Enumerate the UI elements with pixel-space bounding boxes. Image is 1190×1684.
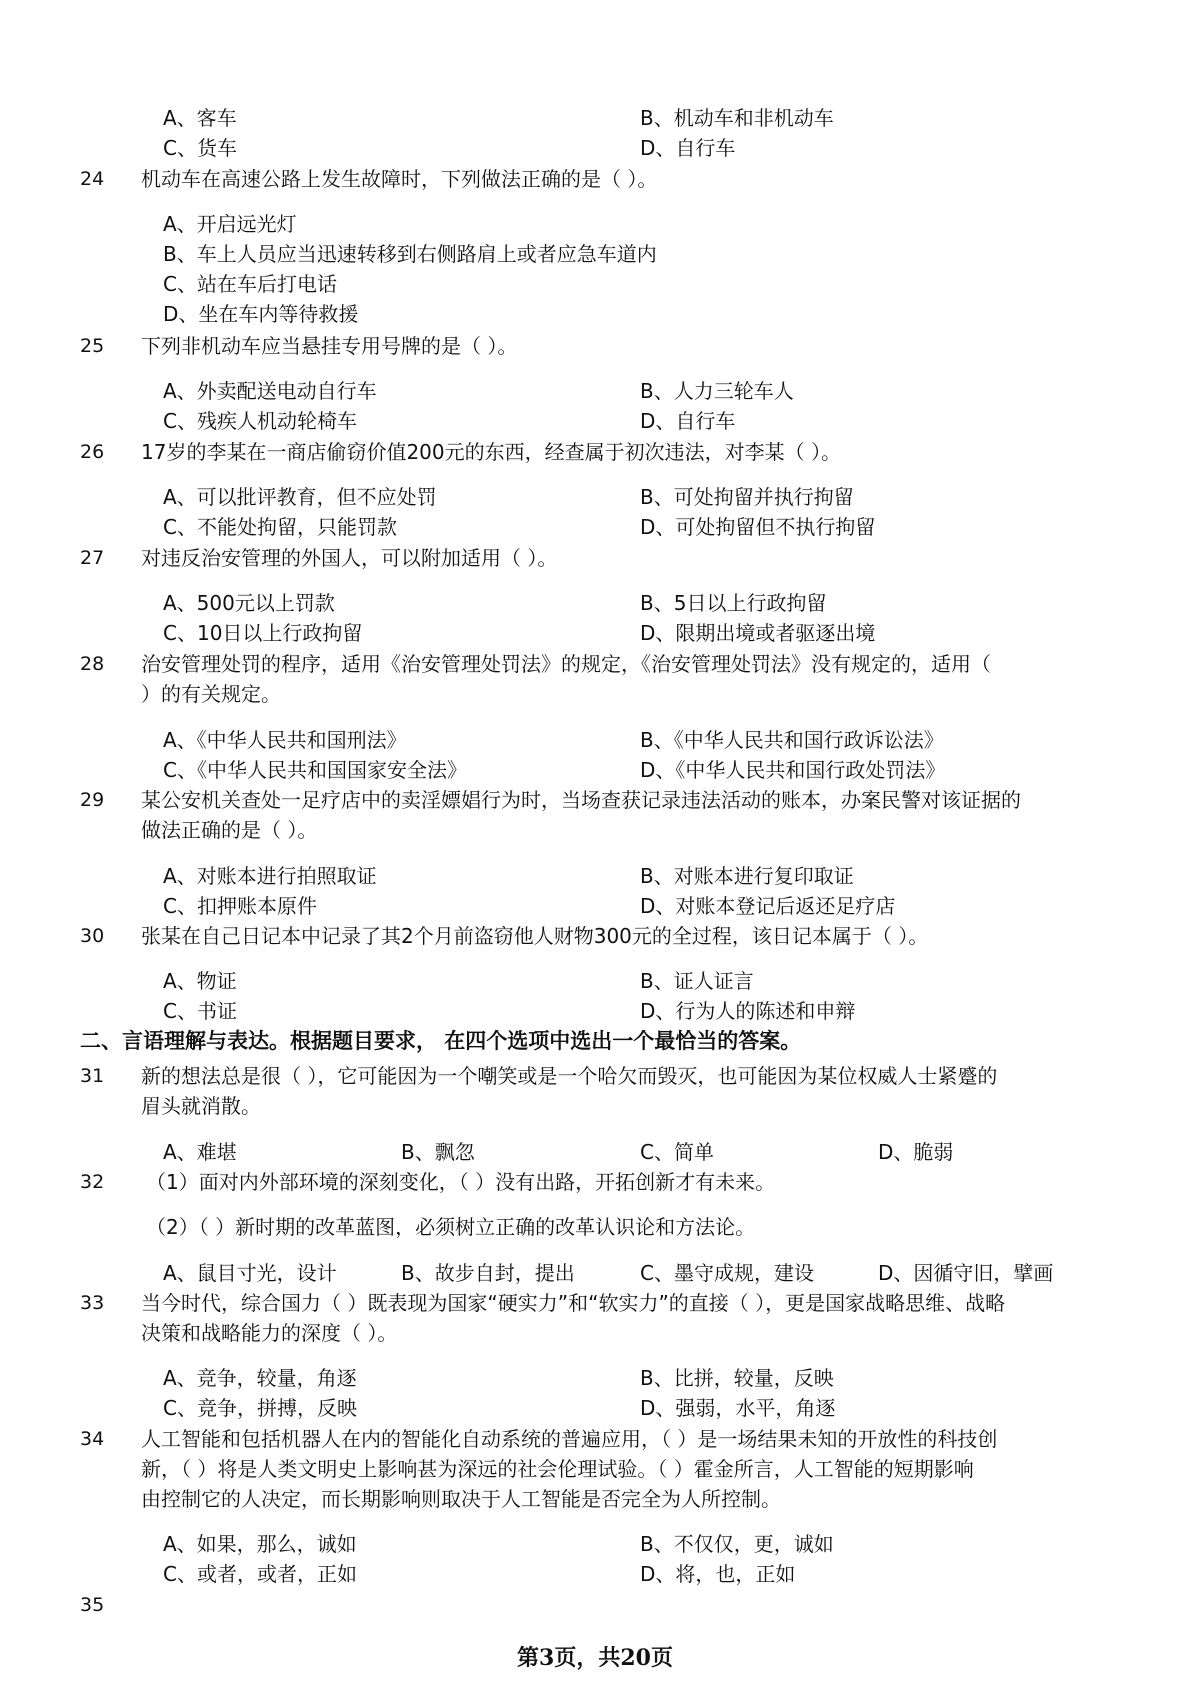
option-c: C、货车: [163, 136, 237, 160]
option-a: A、竞争，较量，角逐: [163, 1366, 357, 1390]
question-stem-line-3: 由控制它的人决定，而长期影响则取决于人工智能是否完全为人所控制。: [141, 1487, 781, 1511]
option-a: A、物证: [163, 969, 237, 993]
question-stem: 张某在自己日记本中记录了其2个月前盗窃他人财物300元的全过程，该日记本属于（ ）。: [141, 924, 929, 948]
question-stem-line-2: 决策和战略能力的深度（ ）。: [141, 1321, 398, 1345]
option-b: B、机动车和非机动车: [640, 106, 834, 130]
option-c: C、不能处拘留，只能罚款: [163, 515, 397, 539]
option-d: D、限期出境或者驱逐出境: [640, 621, 876, 645]
question-number: 25: [80, 335, 105, 357]
question-number: 31: [80, 1065, 105, 1087]
question-stem: 对违反治安管理的外国人，可以附加适用（ ）。: [141, 546, 558, 570]
option-c: C、书证: [163, 999, 237, 1023]
option-d: D、可处拘留但不执行拘留: [640, 515, 876, 539]
question-stem-line-1: （1）面对内外部环境的深刻变化，（ ）没有出路，开拓创新才有未来。: [146, 1170, 776, 1194]
option-b: B、对账本进行复印取证: [640, 864, 854, 888]
question-number: 29: [80, 789, 105, 811]
option-d: D、自行车: [640, 409, 736, 433]
option-b: B、5日以上行政拘留: [640, 591, 827, 615]
option-b: B、不仅仅，更，诚如: [640, 1532, 834, 1556]
question-stem-line-2: （2）（ ）新时期的改革蓝图，必须树立正确的改革认识论和方法论。: [146, 1215, 756, 1239]
option-c: C、10日以上行政拘留: [163, 621, 363, 645]
question-stem: 机动车在高速公路上发生故障时，下列做法正确的是（ ）。: [141, 167, 658, 191]
option-d: D、强弱，水平，角逐: [640, 1396, 836, 1420]
option-b: B、人力三轮车人: [640, 379, 794, 403]
option-d: D、将，也，正如: [640, 1562, 796, 1586]
option-c: C、残疾人机动轮椅车: [163, 409, 357, 433]
question-number: 28: [80, 653, 105, 675]
question-stem-line-1: 新的想法总是很（ ），它可能因为一个嘲笑或是一个哈欠而毁灭，也可能因为某位权威人士紧蹙的: [141, 1064, 998, 1088]
option-b: B、可处拘留并执行拘留: [640, 485, 854, 509]
option-a: A、如果，那么，诚如: [163, 1532, 357, 1556]
question-stem: 下列非机动车应当悬挂专用号牌的是（ ）。: [141, 334, 518, 358]
option-c: C、墨守成规，建设: [640, 1261, 814, 1285]
option-a: A、可以批评教育，但不应处罚: [163, 485, 437, 509]
option-b: B、《中华人民共和国行政诉讼法》: [640, 728, 944, 752]
option-d: D、自行车: [640, 136, 736, 160]
option-c: C、扣押账本原件: [163, 894, 317, 918]
question-number: 32: [80, 1171, 105, 1193]
option-b: B、故步自封，提出: [401, 1261, 575, 1285]
page-footer: 第3页，共20页: [517, 1645, 673, 1671]
option-a: A、客车: [163, 106, 237, 130]
option-a: A、鼠目寸光，设计: [163, 1261, 337, 1285]
question-stem-line-1: 某公安机关查处一足疗店中的卖淫嫖娼行为时，当场查获记录违法活动的账本，办案民警对该证据的: [141, 788, 1021, 812]
question-stem: 17岁的李某在一商店偷窃价值200元的东西，经查属于初次违法，对李某（ ）。: [141, 440, 841, 464]
option-b: B、证人证言: [640, 969, 754, 993]
option-c: C、《中华人民共和国国家安全法》: [163, 758, 467, 782]
option-a: A、难堪: [163, 1140, 237, 1164]
option-b: B、飘忽: [401, 1140, 475, 1164]
option-d: D、坐在车内等待救援: [163, 302, 359, 326]
option-b: B、车上人员应当迅速转移到右侧路肩上或者应急车道内: [163, 242, 657, 266]
option-a: A、500元以上罚款: [163, 591, 335, 615]
option-c: C、竞争，拼搏，反映: [163, 1396, 357, 1420]
option-a: A、开启远光灯: [163, 212, 297, 236]
option-a: A、《中华人民共和国刑法》: [163, 728, 407, 752]
question-number: 24: [80, 168, 105, 190]
question-stem-line-2: ）的有关规定。: [141, 682, 281, 706]
question-number: 26: [80, 441, 105, 463]
question-number: 30: [80, 925, 105, 947]
question-stem-line-2: 做法正确的是（ ）。: [141, 818, 318, 842]
option-d: D、因循守旧，擘画: [878, 1261, 1054, 1285]
question-number: 33: [80, 1292, 105, 1314]
option-c: C、简单: [640, 1140, 714, 1164]
question-stem-line-2: 眉头就消散。: [141, 1094, 261, 1118]
question-number: 35: [80, 1594, 105, 1616]
question-stem-line-1: 治安管理处罚的程序，适用《治安管理处罚法》的规定，《治安管理处罚法》没有规定的，适用（: [141, 652, 991, 676]
option-b: B、比拼，较量，反映: [640, 1366, 834, 1390]
option-d: D、行为人的陈述和申辩: [640, 999, 856, 1023]
question-stem-line-1: 当今时代，综合国力（ ）既表现为国家“硬实力”和“软实力”的直接（ ），更是国家战略思维、战略: [141, 1291, 1006, 1315]
question-number: 34: [80, 1428, 105, 1450]
option-d: D、对账本登记后返还足疗店: [640, 894, 896, 918]
question-number: 27: [80, 547, 105, 569]
option-c: C、站在车后打电话: [163, 272, 337, 296]
option-c: C、或者，或者，正如: [163, 1562, 357, 1586]
option-a: A、外卖配送电动自行车: [163, 379, 377, 403]
question-stem-line-2: 新，（ ）将是人类文明史上影响甚为深远的社会伦理试验。（ ）霍金所言，人工智能的短期影响: [141, 1457, 974, 1481]
option-d: D、《中华人民共和国行政处罚法》: [640, 758, 946, 782]
section-heading: 二、言语理解与表达。根据题目要求， 在四个选项中选出一个最恰当的答案。: [80, 1029, 802, 1053]
option-a: A、对账本进行拍照取证: [163, 864, 377, 888]
option-d: D、脆弱: [878, 1140, 954, 1164]
question-stem-line-1: 人工智能和包括机器人在内的智能化自动系统的普遍应用，（ ）是一场结果未知的开放性的科技创: [141, 1427, 998, 1451]
